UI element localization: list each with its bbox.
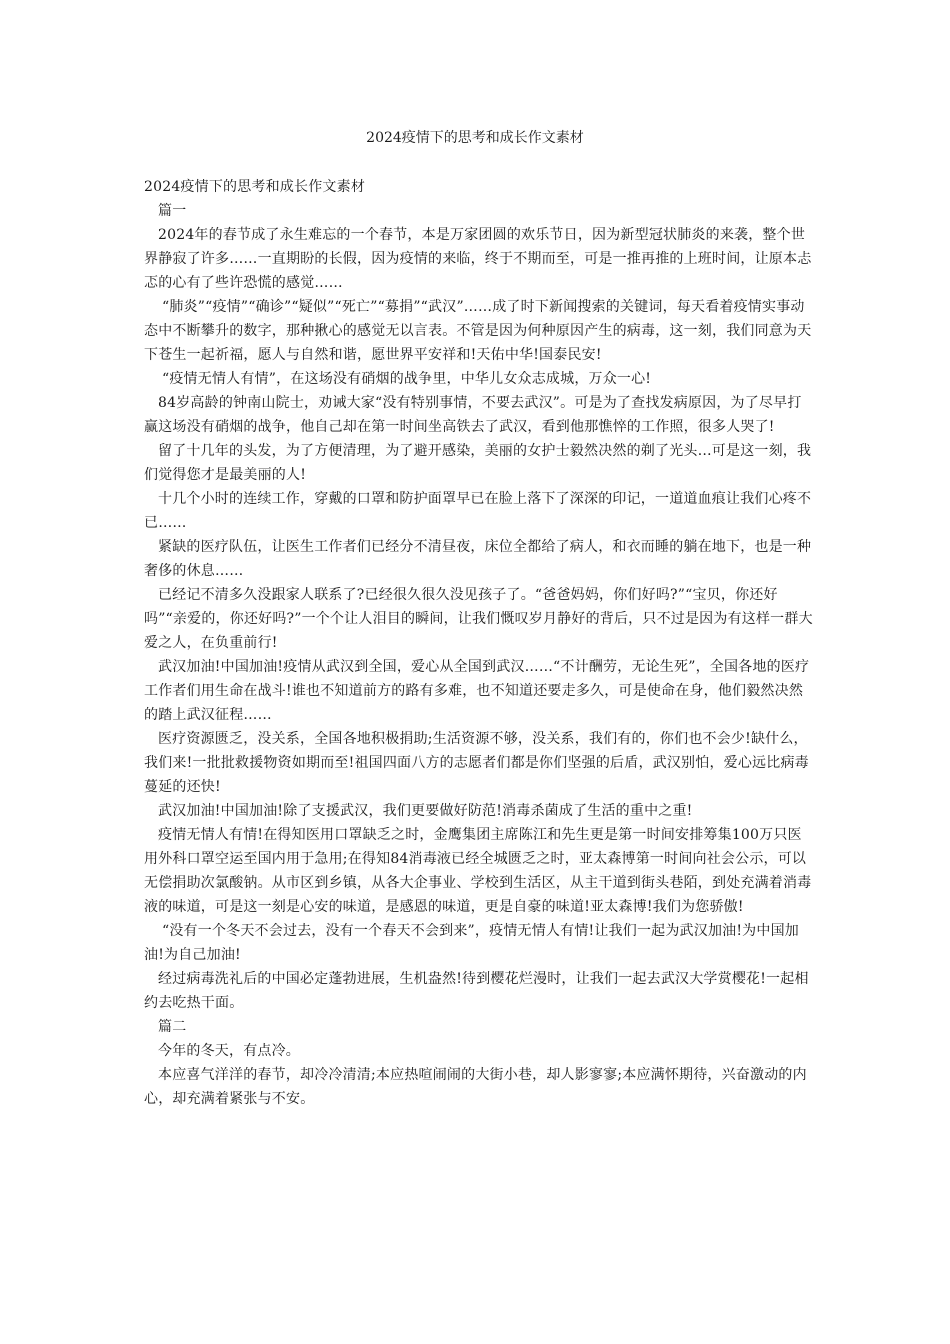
- section-heading-2: 篇二: [158, 1019, 187, 1035]
- paragraph: 已经记不清多久没跟家人联系了?已经很久很久没见孩子了。“爸爸妈妈，你们好吗?”“宝贝，你还好吗”“亲爱的，你还好吗?”一个个让人泪目的瞬间，让我们慨叹岁月静好的背后，只不过是因为有这样一群大爱之人，在负重前行!: [144, 587, 813, 651]
- paragraph: 武汉加油!中国加油!除了支援武汉，我们更要做好防范!消毒杀菌成了生活的重中之重!: [158, 803, 693, 819]
- paragraph: 武汉加油!中国加油!疫情从武汉到全国，爱心从全国到武汉……“不计酬劳，无论生死”，全国各地的医疗工作者们用生命在战斗!谁也不知道前方的路有多难，也不知道还要走多久，可是使命在身，他们毅然决然的踏上武汉征程……: [144, 659, 810, 723]
- paragraph: 今年的冬天，有点冷。: [158, 1043, 300, 1059]
- paragraph: 紧缺的医疗队伍，让医生工作者们已经分不清昼夜，床位全都给了病人，和衣而睡的躺在地下，也是一种奢侈的休息……: [144, 539, 812, 579]
- paragraph: 医疗资源匮乏，没关系，全国各地积极捐助;生活资源不够，没关系，我们有的，你们也不会少!缺什么，我们来!一批批救援物资如期而至!祖国四面八方的志愿者们都是你们坚强的后盾，武汉别怕，爱心远比病毒蔓延的还快!: [144, 731, 809, 795]
- paragraph: 经过病毒洗礼后的中国必定蓬勃进展，生机盎然!待到樱花烂漫时，让我们一起去武汉大学赏樱花!一起相约去吃热干面。: [144, 971, 809, 1011]
- paragraph: “肺炎”“疫情”“确诊”“疑似”“死亡”“募捐”“武汉”……成了时下新闻搜索的关键词，每天看着疫情实事动态中不断攀升的数字，那种揪心的感觉无以言表。不管是因为何种原因产生的病毒，这一刻，我们同意为天下苍生一起祈福，愿人与自然和谐，愿世界平安祥和!天佑中华!国泰民安!: [144, 299, 812, 363]
- paragraph: 2024年的春节成了永生难忘的一个春节，本是万家团圆的欢乐节日，因为新型冠状肺炎的来袭，整个世界静寂了许多……一直期盼的长假，因为疫情的来临，终于不期而至，可是一推再推的上班时间，让原本忐忑的心有了些许恐慌的感觉……: [144, 227, 812, 291]
- document-title: 2024疫情下的思考和成长作文素材: [366, 130, 584, 146]
- paragraph: 本应喜气洋洋的春节，却冷冷清清;本应热喧闹闹的大街小巷，却人影寥寥;本应满怀期待，兴奋激动的内心，却充满着紧张与不安。: [144, 1067, 807, 1107]
- paragraph: 84岁高龄的钟南山院士，劝诫大家“没有特别事情，不要去武汉”。可是为了查找发病原因，为了尽早打赢这场没有硝烟的战争，他自己却在第一时间坐高铁去了武汉，看到他那憔悴的工作照，很多人哭了!: [144, 395, 802, 435]
- paragraph: 留了十几年的头发，为了方便清理，为了避开感染，美丽的女护士毅然决然的剃了光头…可是这一刻，我们觉得您才是最美丽的人!: [144, 443, 812, 483]
- paragraph: “疫情无情人有情”，在这场没有硝烟的战争里，中华儿女众志成城，万众一心!: [162, 371, 652, 387]
- section-heading-1: 篇一: [158, 203, 187, 219]
- paragraph: 疫情无情人有情!在得知医用口罩缺乏之时，金鹰集团主席陈江和先生更是第一时间安排筹集100万只医用外科口罩空运至国内用于急用;在得知84消毒液已经全城匮乏之时，亚太森博第一时间向社会公示，可以无偿捐助次氯酸钠。从市区到乡镇，从各大企事业、学校到生活区，从主干道到街头巷陌，到处充满着消毒液的味道，可是这一刻是心安的味道，是感恩的味道，更是自豪的味道!亚太森博!我们为您骄傲!: [144, 827, 812, 915]
- document-subtitle: 2024疫情下的思考和成长作文素材: [144, 179, 366, 195]
- document-body: [144, 175, 814, 1111]
- paragraph: 十几个小时的连续工作，穿戴的口罩和防护面罩早已在脸上落下了深深的印记，一道道血痕让我们心疼不已……: [144, 491, 812, 531]
- paragraph: “没有一个冬天不会过去，没有一个春天不会到来”，疫情无情人有情!让我们一起为武汉加油!为中国加油!为自己加油!: [144, 923, 799, 963]
